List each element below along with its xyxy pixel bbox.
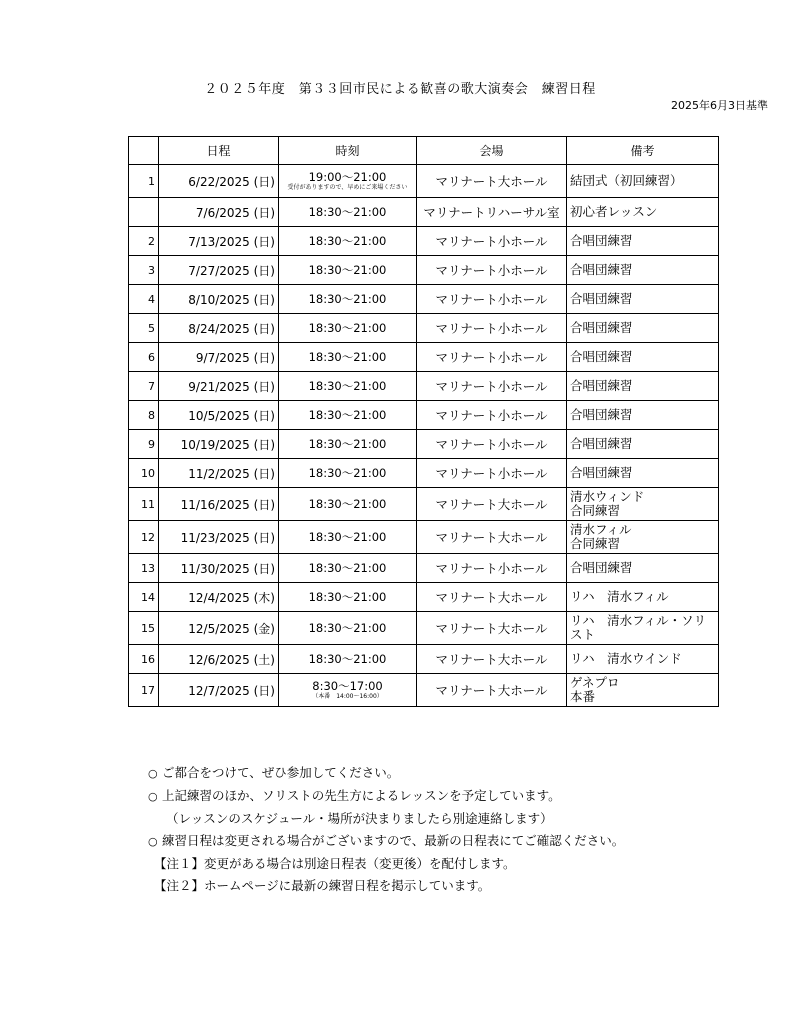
table-row [129, 256, 719, 285]
cell-note: 合唱団練習 [567, 285, 719, 314]
note-item: ○ 練習日程は変更される場合がございますので、最新の日程表にてご確認ください。 [148, 830, 624, 853]
cell-time [279, 285, 417, 314]
cell-date: 12/7/2025 (日) [159, 674, 279, 707]
cell-venue: マリナート小ホール [417, 554, 567, 583]
table-row [129, 488, 719, 521]
schedule-table [128, 136, 719, 707]
cell-number: 14 [129, 583, 159, 612]
cell-venue: マリナート大ホール [417, 488, 567, 521]
time-main: 18:30～21:00 [308, 407, 387, 422]
cell-note: リハ 清水フィル [567, 583, 719, 612]
cell-date: 11/2/2025 (日) [159, 459, 279, 488]
table-row [129, 285, 719, 314]
table-row [129, 521, 719, 554]
cell-date: 12/4/2025 (木) [159, 583, 279, 612]
cell-time [279, 583, 417, 612]
cell-venue: マリナート小ホール [417, 343, 567, 372]
table-row [129, 430, 719, 459]
cell-number: 12 [129, 521, 159, 554]
column-header-venue: 会場 [417, 137, 567, 165]
cell-note: 合唱団練習 [567, 343, 719, 372]
table-row [129, 459, 719, 488]
time-main: 18:30～21:00 [308, 620, 387, 635]
time-main: 18:30～21:00 [308, 349, 387, 364]
cell-note: 清水フィル 合同練習 [567, 521, 719, 554]
cell-number: 7 [129, 372, 159, 401]
page-title: ２０２５年度 第３３回市民による歓喜の歌大演奏会 練習日程 [204, 82, 596, 97]
table-row [129, 674, 719, 707]
time-main: 18:30～21:00 [308, 560, 387, 575]
time-main: 18:30～21:00 [308, 465, 387, 480]
cell-time [279, 165, 417, 198]
cell-number: 17 [129, 674, 159, 707]
notes-section [148, 762, 624, 897]
cell-number: 6 [129, 343, 159, 372]
cell-date: 11/30/2025 (日) [159, 554, 279, 583]
cell-note: リハ 清水フィル・ソリスト [567, 612, 719, 645]
cell-time [279, 430, 417, 459]
schedule-body [129, 165, 719, 707]
cell-number: 13 [129, 554, 159, 583]
table-row [129, 314, 719, 343]
time-sub: （本番 14:00～16:00） [312, 692, 383, 700]
time-sub: 受付がありますので、早めにご来場ください [287, 183, 408, 191]
cell-venue: マリナート大ホール [417, 583, 567, 612]
cell-venue: マリナート小ホール [417, 401, 567, 430]
cell-time [279, 198, 417, 227]
cell-venue: マリナート大ホール [417, 612, 567, 645]
cell-time [279, 554, 417, 583]
note-item: ○ ご都合をつけて、ぜひ参加してください。 [148, 762, 624, 785]
cell-date: 11/23/2025 (日) [159, 521, 279, 554]
cell-number: 8 [129, 401, 159, 430]
time-main: 18:30～21:00 [308, 436, 387, 451]
column-header-note: 備考 [567, 137, 719, 165]
lesson-subnote: （レッスンのスケジュール・場所が決まりましたら別途連絡します） [166, 811, 553, 826]
bullet: ○ [148, 767, 158, 780]
table-row [129, 612, 719, 645]
cell-number: 16 [129, 645, 159, 674]
cell-date: 12/6/2025 (土) [159, 645, 279, 674]
cell-number [129, 198, 159, 227]
table-row [129, 401, 719, 430]
cell-time [279, 372, 417, 401]
column-header-no [129, 137, 159, 165]
time-main: 18:30～21:00 [308, 233, 387, 248]
cell-number: 3 [129, 256, 159, 285]
cell-note: 結団式（初回練習） [567, 165, 719, 198]
table-row [129, 554, 719, 583]
table-row [129, 227, 719, 256]
cell-time [279, 256, 417, 285]
cell-date: 11/16/2025 (日) [159, 488, 279, 521]
cell-date: 9/7/2025 (日) [159, 343, 279, 372]
time-main: 18:30～21:00 [308, 589, 387, 604]
cell-time [279, 521, 417, 554]
time-main: 18:30～21:00 [308, 204, 387, 219]
cell-time [279, 314, 417, 343]
cell-number: 11 [129, 488, 159, 521]
cell-time [279, 645, 417, 674]
cell-date: 9/21/2025 (日) [159, 372, 279, 401]
cell-note: 合唱団練習 [567, 314, 719, 343]
cell-date: 7/27/2025 (日) [159, 256, 279, 285]
table-row [129, 645, 719, 674]
cell-venue: マリナート小ホール [417, 256, 567, 285]
cell-venue: マリナート小ホール [417, 285, 567, 314]
time-main: 18:30～21:00 [308, 529, 387, 544]
cell-note: 合唱団練習 [567, 554, 719, 583]
cell-number: 1 [129, 165, 159, 198]
cell-date: 12/5/2025 (金) [159, 612, 279, 645]
cell-number: 10 [129, 459, 159, 488]
cell-date: 7/6/2025 (日) [159, 198, 279, 227]
time-main: 8:30～17:00 [312, 678, 383, 693]
column-header-date: 日程 [159, 137, 279, 165]
cell-venue: マリナート大ホール [417, 645, 567, 674]
cell-number: 4 [129, 285, 159, 314]
cell-note: リハ 清水ウインド [567, 645, 719, 674]
cell-date: 8/24/2025 (日) [159, 314, 279, 343]
basis-date: 2025年6月3日基準 [671, 99, 768, 112]
cell-venue: マリナート小ホール [417, 227, 567, 256]
table-header-row [129, 137, 719, 165]
note-annotation-2: 【注２】ホームページに最新の練習日程を掲示しています。 [154, 878, 491, 893]
cell-venue: マリナートリハーサル室 [417, 198, 567, 227]
time-main: 18:30～21:00 [308, 320, 387, 335]
cell-date: 6/22/2025 (日) [159, 165, 279, 198]
cell-venue: マリナート小ホール [417, 372, 567, 401]
cell-number: 2 [129, 227, 159, 256]
time-main: 18:30～21:00 [308, 291, 387, 306]
cell-venue: マリナート小ホール [417, 314, 567, 343]
cell-note: 合唱団練習 [567, 430, 719, 459]
table-row [129, 165, 719, 198]
cell-note: 合唱団練習 [567, 227, 719, 256]
cell-time [279, 612, 417, 645]
table-row [129, 372, 719, 401]
cell-date: 7/13/2025 (日) [159, 227, 279, 256]
table-row [129, 583, 719, 612]
cell-number: 5 [129, 314, 159, 343]
time-main: 18:30～21:00 [308, 262, 387, 277]
cell-time [279, 459, 417, 488]
cell-venue: マリナート大ホール [417, 165, 567, 198]
bullet: ○ [148, 790, 158, 803]
column-header-time: 時刻 [279, 137, 417, 165]
table-row [129, 198, 719, 227]
time-main: 18:30～21:00 [308, 496, 387, 511]
cell-number: 9 [129, 430, 159, 459]
note-annotation-1: 【注１】変更がある場合は別途日程表（変更後）を配付します。 [154, 856, 516, 871]
cell-time [279, 401, 417, 430]
cell-note: ゲネプロ 本番 [567, 674, 719, 707]
time-main: 19:00～21:00 [308, 169, 387, 184]
note-item: ○ 上記練習のほか、ソリストの先生方によるレッスンを予定しています。 [148, 785, 624, 808]
cell-venue: マリナート大ホール [417, 674, 567, 707]
cell-note: 合唱団練習 [567, 459, 719, 488]
cell-note: 清水ウィンド 合同練習 [567, 488, 719, 521]
bullet: ○ [148, 835, 158, 848]
cell-date: 10/19/2025 (日) [159, 430, 279, 459]
cell-venue: マリナート小ホール [417, 430, 567, 459]
cell-venue: マリナート小ホール [417, 459, 567, 488]
time-main: 18:30～21:00 [308, 651, 387, 666]
cell-time [279, 227, 417, 256]
cell-note: 合唱団練習 [567, 372, 719, 401]
cell-time [279, 488, 417, 521]
cell-number: 15 [129, 612, 159, 645]
cell-date: 10/5/2025 (日) [159, 401, 279, 430]
cell-note: 初心者レッスン [567, 198, 719, 227]
cell-note: 合唱団練習 [567, 256, 719, 285]
time-main: 18:30～21:00 [308, 378, 387, 393]
cell-time [279, 343, 417, 372]
cell-note: 合唱団練習 [567, 401, 719, 430]
table-row [129, 343, 719, 372]
cell-venue: マリナート大ホール [417, 521, 567, 554]
cell-date: 8/10/2025 (日) [159, 285, 279, 314]
cell-time [279, 674, 417, 707]
